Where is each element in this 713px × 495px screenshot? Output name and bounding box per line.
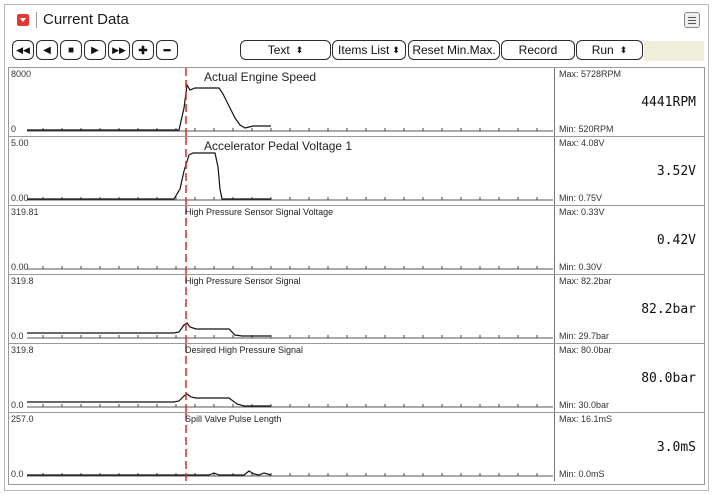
reset-min-max-button[interactable]: Reset Min.Max. [408, 40, 500, 60]
title-bar [5, 5, 708, 35]
graph-area[interactable] [9, 206, 553, 274]
y-max-label: 8000 [11, 69, 32, 79]
signal-trace [27, 394, 271, 406]
fast-forward-button[interactable]: ▶▶ [108, 40, 130, 60]
view-mode-label: Text [267, 43, 290, 57]
signal-trace [27, 153, 271, 199]
y-max-label: 5.00 [11, 138, 29, 148]
menu-icon[interactable] [684, 12, 700, 28]
window-title: Current Data [43, 11, 129, 28]
record-button[interactable]: Record [501, 40, 575, 60]
y-min-label: 0.00 [11, 193, 29, 203]
chevron-updown-icon: ⬍ [392, 44, 400, 55]
current-value: 3.0mS [656, 440, 696, 455]
panel-desired-hp-signal [9, 344, 704, 413]
panel-hp-sensor-voltage [9, 206, 704, 275]
run-select[interactable] [576, 40, 643, 60]
current-value: 80.0bar [641, 371, 696, 386]
toolbar-filler [644, 41, 704, 61]
view-mode-select[interactable] [240, 40, 331, 60]
graph-area[interactable] [9, 275, 553, 343]
stop-button[interactable]: ■ [60, 40, 82, 60]
y-max-label: 319.8 [11, 345, 34, 355]
graph-area[interactable] [9, 137, 553, 205]
max-value: Max: 4.08V [559, 138, 605, 148]
y-max-label: 319.81 [11, 207, 39, 217]
items-list-select[interactable] [332, 40, 406, 60]
panel-title: Spill Valve Pulse Length [185, 414, 282, 424]
step-back-button[interactable]: ◀ [36, 40, 58, 60]
stats-box [554, 137, 704, 205]
y-min-label: 0 [11, 124, 17, 134]
y-min-label: 0.0 [11, 331, 24, 341]
min-value: Min: 30.0bar [559, 400, 610, 410]
stats-box [554, 413, 704, 481]
chevron-updown-icon: ⬍ [619, 44, 628, 55]
min-value: Min: 0.0mS [559, 469, 605, 479]
graph-area[interactable] [9, 68, 553, 136]
stats-box [554, 344, 704, 412]
max-value: Max: 0.33V [559, 207, 605, 217]
min-value: Min: 0.30V [559, 262, 603, 272]
min-value: Min: 520RPM [559, 124, 614, 134]
panel-title: Accelerator Pedal Voltage 1 [204, 139, 353, 153]
stats-box [554, 68, 704, 136]
signal-trace [27, 85, 271, 130]
chevron-updown-icon: ⬍ [295, 44, 304, 55]
min-value: Min: 29.7bar [559, 331, 610, 341]
graph-area[interactable] [9, 413, 553, 481]
max-value: Max: 5728RPM [559, 69, 622, 79]
panel-accelerator-pedal [9, 137, 704, 206]
title-separator [36, 12, 37, 28]
current-value: 0.42V [656, 233, 696, 248]
min-value: Min: 0.75V [559, 193, 603, 203]
panel-hp-sensor-signal [9, 275, 704, 344]
graph-area[interactable] [9, 344, 553, 412]
panel-title: Desired High Pressure Signal [185, 345, 304, 355]
current-value: 82.2bar [641, 302, 696, 317]
signal-trace [27, 471, 271, 475]
panel-title: Actual Engine Speed [204, 70, 317, 84]
items-list-label: Items List [338, 43, 390, 57]
max-value: Max: 80.0bar [559, 345, 612, 355]
panel-title: High Pressure Sensor Signal Voltage [185, 207, 334, 217]
zoom-out-button[interactable]: ━ [156, 40, 178, 60]
run-label: Run [591, 43, 614, 57]
current-value: 4441RPM [641, 95, 696, 110]
collapse-icon[interactable] [17, 14, 29, 26]
y-min-label: 0.0 [11, 469, 24, 479]
stats-box [554, 206, 704, 274]
y-min-label: 0.00 [11, 262, 29, 272]
rewind-button[interactable]: ◀◀ [12, 40, 34, 60]
max-value: Max: 16.1mS [559, 414, 613, 424]
current-data-window [4, 4, 709, 491]
signal-trace [27, 323, 271, 336]
max-value: Max: 82.2bar [559, 276, 612, 286]
panel-engine-speed [9, 68, 704, 137]
y-max-label: 257.0 [11, 414, 34, 424]
zoom-in-button[interactable]: ✚ [132, 40, 154, 60]
panel-title: High Pressure Sensor Signal [185, 276, 301, 286]
graph-panels [8, 67, 705, 485]
stats-box [554, 275, 704, 343]
toolbar [5, 37, 708, 65]
current-value: 3.52V [656, 164, 696, 179]
y-min-label: 0.0 [11, 400, 24, 410]
y-max-label: 319.8 [11, 276, 34, 286]
panel-spill-valve [9, 413, 704, 482]
play-button[interactable]: ▶ [84, 40, 106, 60]
